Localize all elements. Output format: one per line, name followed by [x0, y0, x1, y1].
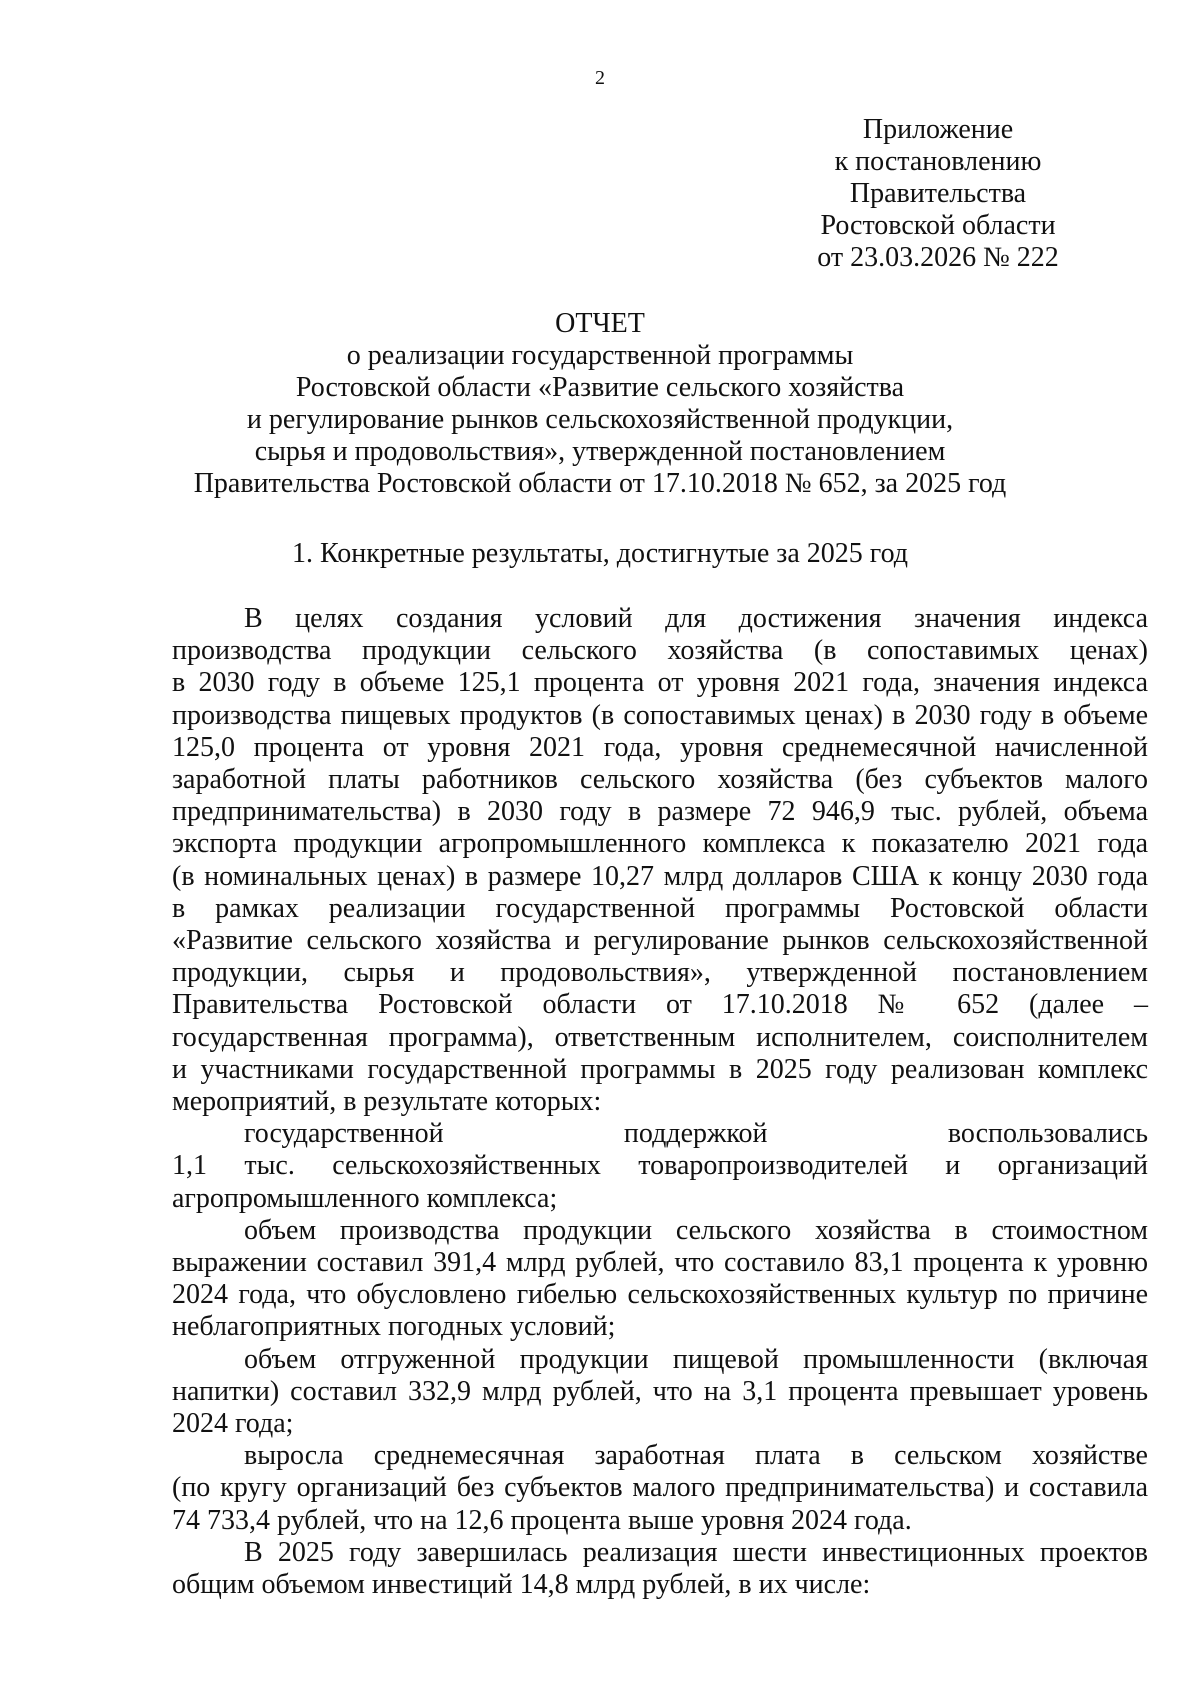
text-line: предпринимательства) в 2030 году в размере 72 946,9 тыс. рублей, объема: [172, 796, 1148, 828]
text-line: напитки) составил 332,9 млрд рублей, что на 3,1 процента превышает уровень: [172, 1375, 1148, 1407]
report-title: [150, 308, 1050, 500]
text-line: (в номинальных ценах) в размере 10,27 млрд долларов США к концу 2030 года: [172, 860, 1148, 892]
text-line: в 2030 году в объеме 125,1 процента от уровня 2021 года, значения индекса: [172, 667, 1148, 699]
appendix-line: Приложение: [862, 114, 1014, 145]
paragraph: [172, 1118, 1148, 1215]
text-line: производства продукции сельского хозяйства (в сопоставимых ценах): [172, 635, 1148, 667]
report-title-line: о реализации государственной программы: [346, 340, 854, 371]
report-title-line: Ростовской области «Развитие сельского хозяйства: [295, 372, 905, 403]
page-number: 2: [595, 67, 605, 89]
paragraph: [172, 1344, 1148, 1441]
text-line: продукции, сырья и продовольствия», утвержденной постановлением: [172, 957, 1148, 989]
section-heading: 1. Конкретные результаты, достигнутые за 2025 год: [291, 538, 909, 569]
text-line: 2024 года, что обусловлено гибелью сельскохозяйственных культур по причине: [172, 1279, 1148, 1311]
text-line: объем производства продукции сельского хозяйства в стоимостном: [244, 1214, 1148, 1246]
report-title-line: Правительства Ростовской области от 17.10.2018 № 652, за 2025 год: [193, 468, 1007, 499]
appendix-line: Ростовской области: [820, 210, 1056, 241]
text-line: государственная программа), ответственным исполнителем, соисполнителем: [172, 1021, 1148, 1053]
report-title-line: и регулирование рынков сельскохозяйственной продукции,: [246, 404, 954, 435]
appendix-line: от 23.03.2026 № 222: [817, 242, 1059, 273]
text-line: (по кругу организаций без субъектов малого предпринимательства) и составила: [172, 1472, 1148, 1504]
text-line: выражении составил 391,4 млрд рублей, что составило 83,1 процента к уровню: [172, 1247, 1148, 1279]
paragraph: [172, 1215, 1148, 1344]
report-title-heading: ОТЧЕТ: [555, 308, 645, 339]
appendix-line: Правительства: [849, 178, 1027, 209]
text-line: 2024 года;: [172, 1408, 294, 1440]
appendix-line: к постановлению: [834, 146, 1042, 177]
text-line: Правительства Ростовской области от 17.10.2018 № 652 (далее –: [172, 989, 1148, 1021]
report-title-line: сырья и продовольствия», утвержденной постановлением: [254, 436, 946, 467]
text-line: государственной поддержкой воспользовались: [244, 1118, 1148, 1150]
text-line: агропромышленного комплекса;: [172, 1182, 558, 1214]
text-line: В целях создания условий для достижения значения индекса: [244, 603, 1148, 634]
text-line: в рамках реализации государственной программы Ростовской области: [172, 892, 1148, 924]
text-line: производства пищевых продуктов (в сопоставимых ценах) в 2030 году в объеме: [172, 699, 1148, 731]
text-line: общим объемом инвестиций 14,8 млрд рублей, в их числе:: [172, 1569, 871, 1601]
paragraph: [172, 603, 1148, 1118]
paragraph: [172, 1440, 1148, 1537]
text-line: выросла среднемесячная заработная плата в сельском хозяйстве: [244, 1440, 1148, 1472]
text-line: В 2025 году завершилась реализация шести инвестиционных проектов: [244, 1536, 1148, 1568]
text-line: 74 733,4 рублей, что на 12,6 процента выше уровня 2024 года.: [172, 1504, 912, 1536]
text-line: 1,1 тыс. сельскохозяйственных товаропроизводителей и организаций: [172, 1150, 1148, 1182]
text-line: неблагоприятных погодных условий;: [172, 1311, 616, 1343]
text-line: экспорта продукции агропромышленного комплекса к показателю 2021 года: [172, 828, 1148, 860]
text-line: мероприятий, в результате которых:: [172, 1086, 602, 1118]
text-line: и участниками государственной программы в 2025 году реализован комплекс: [172, 1053, 1148, 1085]
text-line: «Развитие сельского хозяйства и регулирование рынков сельскохозяйственной: [172, 925, 1148, 957]
text-line: заработной платы работников сельского хозяйства (без субъектов малого: [172, 764, 1148, 796]
text-line: 125,0 процента от уровня 2021 года, уровня среднемесячной начисленной: [172, 731, 1148, 763]
appendix-block: [788, 114, 1088, 274]
paragraph: [172, 1537, 1148, 1601]
text-line: объем отгруженной продукции пищевой промышленности (включая: [244, 1343, 1148, 1375]
body-text: [172, 603, 1148, 1601]
